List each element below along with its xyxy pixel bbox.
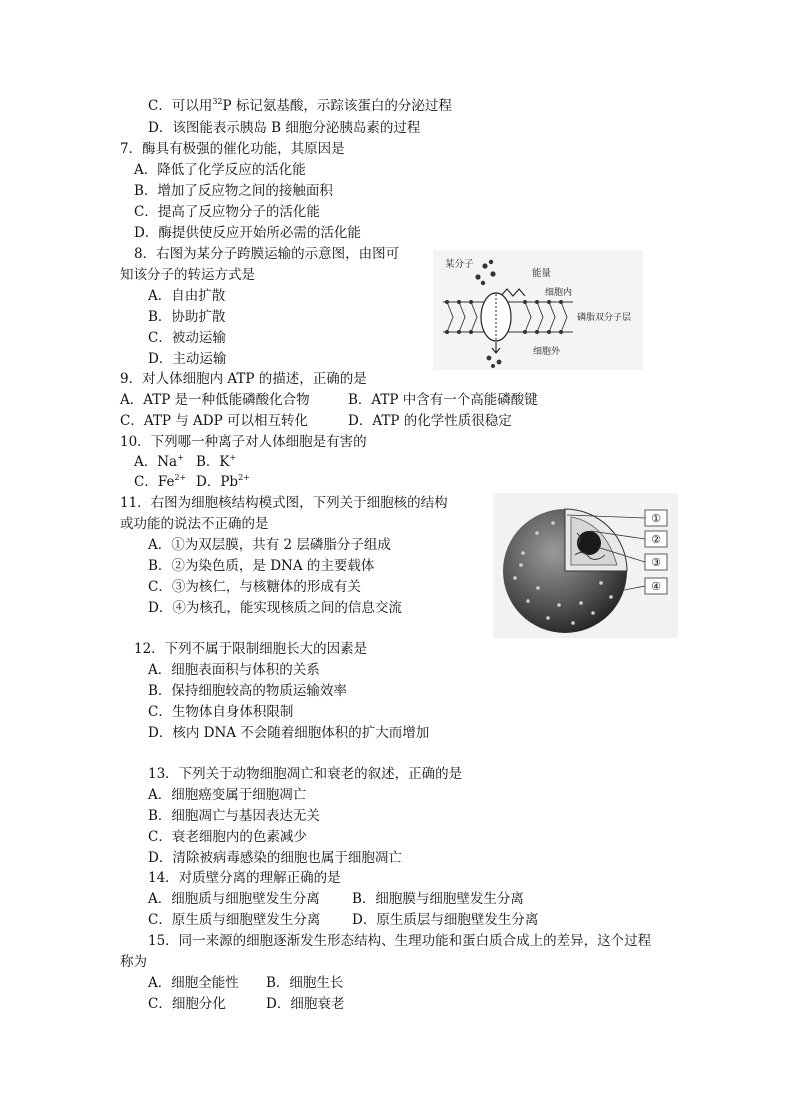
q15-option-b: B．细胞生长: [266, 975, 344, 991]
q12-option-c: C．生物体自身体积限制: [148, 704, 294, 720]
q6-option-d: D．该图能表示胰岛 B 细胞分泌胰岛素的过程: [148, 120, 421, 136]
q12-option-a: A．细胞表面积与体积的关系: [148, 662, 320, 678]
label-4: ④: [651, 580, 661, 593]
q15-stem-line2: 称为: [120, 954, 147, 970]
q9-stem: 9．对人体细胞内 ATP 的描述，正确的是: [120, 371, 367, 387]
q10-option-d: D．$Pb^{2+}$: [196, 473, 250, 490]
q11-option-d: D．④为核孔，能实现核质之间的信息交流: [148, 600, 402, 616]
q11-option-a: A．①为双层膜，共有 2 层磷脂分子组成: [148, 537, 391, 553]
q11-stem-line2: 或功能的说法不正确的是: [120, 516, 269, 532]
q8-option-c: C．被动运输: [148, 330, 226, 346]
label-3: ③: [651, 556, 661, 569]
q10-option-a: A．Na+: [134, 453, 184, 470]
q13-stem: 13．下列关于动物细胞凋亡和衰老的叙述，正确的是: [148, 766, 463, 782]
q15-option-c: C．细胞分化: [148, 996, 226, 1012]
q9-option-a: A．ATP 是一种低能磷酸化合物: [120, 392, 310, 408]
q6-option-c: C．可以用$^{32}$P 标记氨基酸，示踪该蛋白的分泌过程: [148, 97, 452, 114]
q9-option-c: C．ATP 与 ADP 可以相互转化: [120, 413, 308, 429]
q13-option-a: A．细胞癌变属于细胞凋亡: [148, 787, 307, 803]
molecule-label: 某分子: [445, 259, 474, 270]
q7-option-c: C．提高了反应物分子的活化能: [134, 204, 320, 220]
q13-option-d: D．清除被病毒感染的细胞也属于细胞凋亡: [148, 850, 402, 866]
energy-label: 能量: [532, 268, 552, 279]
q14-option-c: C．原生质与细胞壁发生分离: [148, 912, 321, 928]
nucleolus: [577, 531, 601, 555]
q11-option-b: B．②为染色质，是 DNA 的主要载体: [148, 558, 375, 574]
q7-option-d: D．酶提供使反应开始所必需的活化能: [134, 225, 361, 241]
q12-option-d: D．核内 DNA 不会随着细胞体积的扩大而增加: [148, 725, 430, 741]
q15-stem-line1: 15．同一来源的细胞逐渐发生形态结构、生理功能和蛋白质合成上的差异，这个过程: [148, 933, 652, 949]
q8-option-d: D．主动运输: [148, 351, 227, 367]
q14-stem: 14．对质壁分离的理解正确的是: [148, 870, 341, 886]
outside-label: 细胞外: [533, 347, 561, 357]
q14-option-d: D．原生质层与细胞壁发生分离: [352, 912, 539, 928]
q9-option-d: D．ATP 的化学性质很稳定: [348, 413, 512, 429]
q15-option-a: A．细胞全能性: [148, 975, 239, 991]
q8-option-a: A．自由扩散: [148, 288, 226, 304]
q13-option-c: C．衰老细胞内的色素减少: [148, 829, 307, 845]
q7-option-a: A．降低了化学反应的活化能: [134, 162, 306, 178]
q8-stem-line1: 8．右图为某分子跨膜运输的示意图，由图可: [134, 246, 400, 262]
q11-option-c: C．③为核仁，与核糖体的形成有关: [148, 579, 361, 595]
label-2: ②: [651, 533, 661, 546]
nucleus-structure-figure: [493, 493, 678, 638]
carrier-protein: [481, 293, 511, 341]
q10-option-c: C．$Fe^{2+}$: [134, 473, 187, 490]
q8-stem-line2: 知该分子的转运方式是: [120, 267, 255, 283]
label-1: ①: [651, 512, 661, 525]
q13-option-b: B．细胞凋亡与基因表达无关: [148, 808, 320, 824]
q10-option-b: B．K+: [196, 453, 237, 470]
q12-option-b: B．保持细胞较高的物质运输效率: [148, 683, 347, 699]
q7-option-b: B．增加了反应物之间的接触面积: [134, 183, 333, 199]
q7-stem: 7．酶具有极强的催化功能，其原因是: [120, 141, 345, 157]
q14-option-b: B．细胞膜与细胞壁发生分离: [352, 891, 524, 907]
membrane-label: 磷脂双分子层: [577, 313, 632, 323]
q15-option-d: D．细胞衰老: [266, 996, 345, 1012]
q11-stem-line1: 11．右图为细胞核结构模式图，下列关于细胞核的结构: [120, 495, 448, 511]
q10-stem: 10．下列哪一种离子对人体细胞是有害的: [120, 434, 367, 450]
q14-option-a: A．细胞质与细胞壁发生分离: [148, 891, 320, 907]
inside-label: 细胞内: [545, 288, 573, 298]
membrane-transport-figure: [433, 250, 643, 370]
q8-option-b: B．协助扩散: [148, 309, 226, 325]
q12-stem: 12．下列不属于限制细胞长大的因素是: [134, 641, 368, 657]
q9-option-b: B．ATP 中含有一个高能磷酸键: [348, 392, 538, 408]
